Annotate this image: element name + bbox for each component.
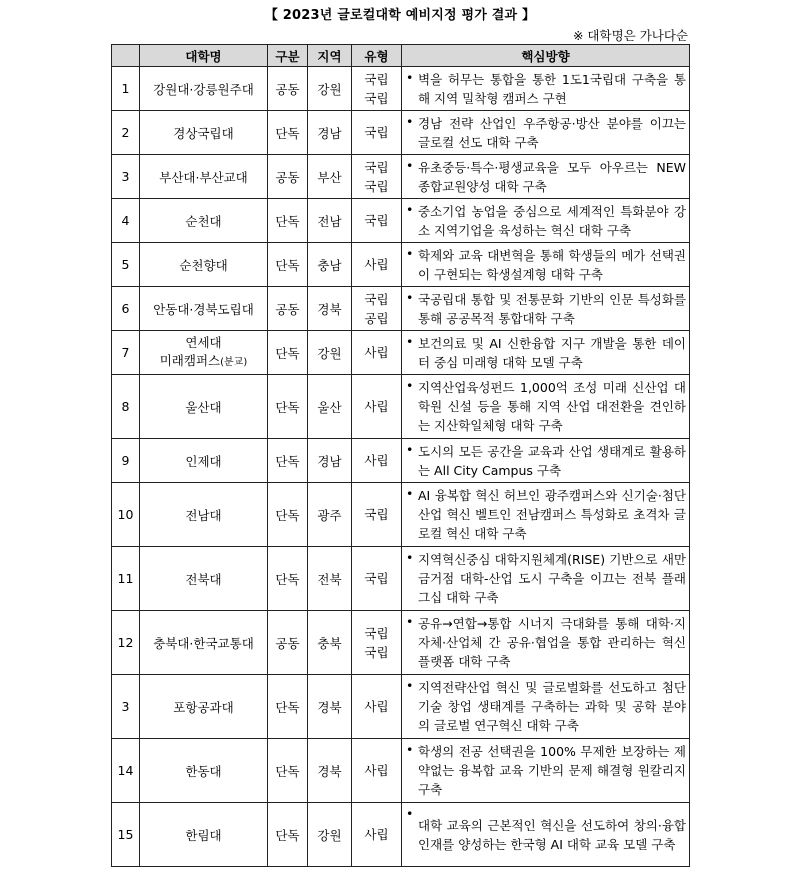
row-univ: 안동대·경북도립대 [140, 287, 268, 331]
row-type-1: 국립 [364, 71, 389, 87]
table-row [112, 739, 690, 803]
row-univ: 포항공과대 [140, 675, 268, 739]
row-core: • 유초중등·특수·평생교육을 모두 아우르는 NEW 종합교원양성 대학 구축 [402, 155, 690, 199]
row-div: 공동 [268, 155, 308, 199]
row-core: • 국공립대 통합 및 전통문화 기반의 인문 특성화를 통해 공공목적 통합대학 구축 [402, 287, 690, 331]
row-div: 단독 [268, 803, 308, 867]
row-div: 공동 [268, 67, 308, 111]
table-row [112, 675, 690, 739]
row-univ-campus: 미래캠퍼스 [159, 352, 221, 368]
row-no: 15 [112, 803, 140, 867]
table-row [112, 67, 690, 111]
row-type-2: 공립 [364, 310, 389, 326]
row-type [352, 675, 402, 739]
row-no: 6 [112, 287, 140, 331]
row-type-1: 사립 [364, 345, 389, 360]
row-type-1: 국립 [364, 571, 389, 586]
row-univ-line1: 연세대 [185, 334, 222, 350]
row-univ-line2 [140, 352, 267, 372]
row-type-1: 국립 [364, 125, 389, 140]
row-univ: 경상국립대 [140, 111, 268, 155]
row-type [352, 155, 402, 199]
row-div: 공동 [268, 287, 308, 331]
row-region: 강원 [308, 331, 352, 375]
header-univ: 대학명 [140, 45, 268, 67]
row-div: 단독 [268, 111, 308, 155]
row-div: 단독 [268, 199, 308, 243]
row-core: • AI 융복합 혁신 허브인 광주캠퍼스와 신기술·첨단산업 혁신 벨트인 전남캠퍼스 특성화로 초격차 글로컬 혁신 대학 구축 [402, 483, 690, 547]
row-core: • 공유→연합→통합 시너지 극대화를 통해 대학·지자체·산업체 간 공유·협업을 통합 관리하는 혁신 플랫폼 대학 구축 [402, 611, 690, 675]
row-div: 단독 [268, 243, 308, 287]
row-type [352, 287, 402, 331]
row-div: 단독 [268, 547, 308, 611]
row-type-1: 국립 [364, 291, 389, 307]
row-no: 11 [112, 547, 140, 611]
table-row [112, 547, 690, 611]
row-no: 7 [112, 331, 140, 375]
row-univ: 인제대 [140, 439, 268, 483]
row-div: 단독 [268, 483, 308, 547]
row-region: 경남 [308, 439, 352, 483]
row-type-2: 국립 [364, 90, 389, 106]
header-region: 지역 [308, 45, 352, 67]
row-univ-branch: (분교) [220, 356, 248, 368]
row-univ [140, 331, 268, 375]
row-div: 공동 [268, 611, 308, 675]
row-div: 단독 [268, 375, 308, 439]
row-type-1: 국립 [364, 625, 389, 641]
table-row [112, 375, 690, 439]
row-core: • 지역산업육성펀드 1,000억 조성 미래 신산업 대학원 신설 등을 통해 지역 산업 대전환을 견인하는 지산학일체형 대학 구축 [402, 375, 690, 439]
row-core: • 지역전략산업 혁신 및 글로벌화를 선도하고 첨단기술 창업 생태계를 구축하는 과학 및 공학 분야의 글로벌 연구혁신 대학 구축 [402, 675, 690, 739]
row-core: • 중소기업 농업을 중심으로 세계적인 특화분야 강소 지역기업을 육성하는 혁신 대학 구축 [402, 199, 690, 243]
row-univ: 강원대·강릉원주대 [140, 67, 268, 111]
row-type [352, 243, 402, 287]
row-univ: 전남대 [140, 483, 268, 547]
row-no: 4 [112, 199, 140, 243]
row-div: 단독 [268, 331, 308, 375]
table-row [112, 243, 690, 287]
row-no: 2 [112, 111, 140, 155]
row-region: 전남 [308, 199, 352, 243]
row-type [352, 67, 402, 111]
row-type-1: 사립 [364, 827, 389, 842]
row-no: 1 [112, 67, 140, 111]
row-region: 경북 [308, 675, 352, 739]
table-row [112, 111, 690, 155]
row-region: 부산 [308, 155, 352, 199]
row-region: 강원 [308, 803, 352, 867]
row-type-1: 국립 [364, 159, 389, 175]
row-type [352, 331, 402, 375]
row-type [352, 439, 402, 483]
row-type-2: 국립 [364, 178, 389, 194]
table-row [112, 803, 690, 867]
table-header-row [112, 45, 690, 67]
header-div: 구분 [268, 45, 308, 67]
row-type [352, 199, 402, 243]
header-core: 핵심방향 [402, 45, 690, 67]
results-table [111, 44, 690, 867]
row-region: 충남 [308, 243, 352, 287]
row-no: 3 [112, 155, 140, 199]
table-row [112, 611, 690, 675]
row-region: 전북 [308, 547, 352, 611]
row-type [352, 611, 402, 675]
row-type-1: 사립 [364, 699, 389, 714]
row-core: • 학생의 전공 선택권을 100% 무제한 보장하는 제약없는 융복합 교육 기반의 문제 해결형 원칼리지 구축 [402, 739, 690, 803]
row-type [352, 803, 402, 867]
page-title: 【 2023년 글로컬대학 예비지정 평가 결과 】 [264, 8, 536, 23]
row-core: • 경남 전략 산업인 우주항공·방산 분야를 이끄는 글로컬 선도 대학 구축 [402, 111, 690, 155]
row-univ: 한동대 [140, 739, 268, 803]
row-core: • 벽을 허무는 통합을 통한 1도1국립대 구축을 통해 지역 밀착형 캠퍼스 구현 [402, 67, 690, 111]
row-type-1: 국립 [364, 213, 389, 228]
row-div: 단독 [268, 739, 308, 803]
row-type [352, 111, 402, 155]
table-row [112, 331, 690, 375]
row-div: 단독 [268, 675, 308, 739]
row-region: 경남 [308, 111, 352, 155]
table-row [112, 439, 690, 483]
row-no: 12 [112, 611, 140, 675]
row-no: 8 [112, 375, 140, 439]
row-region: 경북 [308, 739, 352, 803]
row-region: 강원 [308, 67, 352, 111]
row-no: 14 [112, 739, 140, 803]
row-type-1: 사립 [364, 399, 389, 414]
row-type [352, 375, 402, 439]
row-univ: 한림대 [140, 803, 268, 867]
row-region: 충북 [308, 611, 352, 675]
row-region: 광주 [308, 483, 352, 547]
row-univ: 부산대·부산교대 [140, 155, 268, 199]
row-no: 10 [112, 483, 140, 547]
row-type-1: 국립 [364, 507, 389, 522]
row-type [352, 739, 402, 803]
table-row [112, 287, 690, 331]
row-univ: 순천향대 [140, 243, 268, 287]
row-univ: 울산대 [140, 375, 268, 439]
row-region: 경북 [308, 287, 352, 331]
row-type-1: 사립 [364, 763, 389, 778]
table-row [112, 199, 690, 243]
row-univ: 순천대 [140, 199, 268, 243]
row-type [352, 547, 402, 611]
row-type-1: 사립 [364, 453, 389, 468]
header-no [112, 45, 140, 67]
header-type: 유형 [352, 45, 402, 67]
row-no: 5 [112, 243, 140, 287]
row-core: • 지역혁신중심 대학지원체계(RISE) 기반으로 새만금거점 대학-산업 도시 구축을 이끄는 전북 플래그십 대학 구축 [402, 547, 690, 611]
table-row [112, 155, 690, 199]
row-core: • 보건의료 및 AI 신한융합 지구 개발을 통한 데이터 중심 미래형 대학 모델 구축 [402, 331, 690, 375]
sort-note: ※ 대학명은 가나다순 [572, 28, 688, 43]
row-type [352, 483, 402, 547]
row-core: • 학제와 교육 대변혁을 통해 학생들의 메가 선택권이 구현되는 학생설계형 대학 구축 [402, 243, 690, 287]
row-no: 9 [112, 439, 140, 483]
row-type-2: 국립 [364, 644, 389, 660]
row-type-1: 사립 [364, 257, 389, 272]
table-row [112, 483, 690, 547]
row-univ: 전북대 [140, 547, 268, 611]
row-core: • 대학 교육의 근본적인 혁신을 선도하여 창의·융합 인재를 양성하는 한국형 AI 대학 교육 모델 구축 [402, 803, 690, 867]
row-univ: 충북대·한국교통대 [140, 611, 268, 675]
row-no: 3 [112, 675, 140, 739]
row-core: • 도시의 모든 공간을 교육과 산업 생태계로 활용하는 All City Campus 구축 [402, 439, 690, 483]
row-div: 단독 [268, 439, 308, 483]
row-region: 울산 [308, 375, 352, 439]
